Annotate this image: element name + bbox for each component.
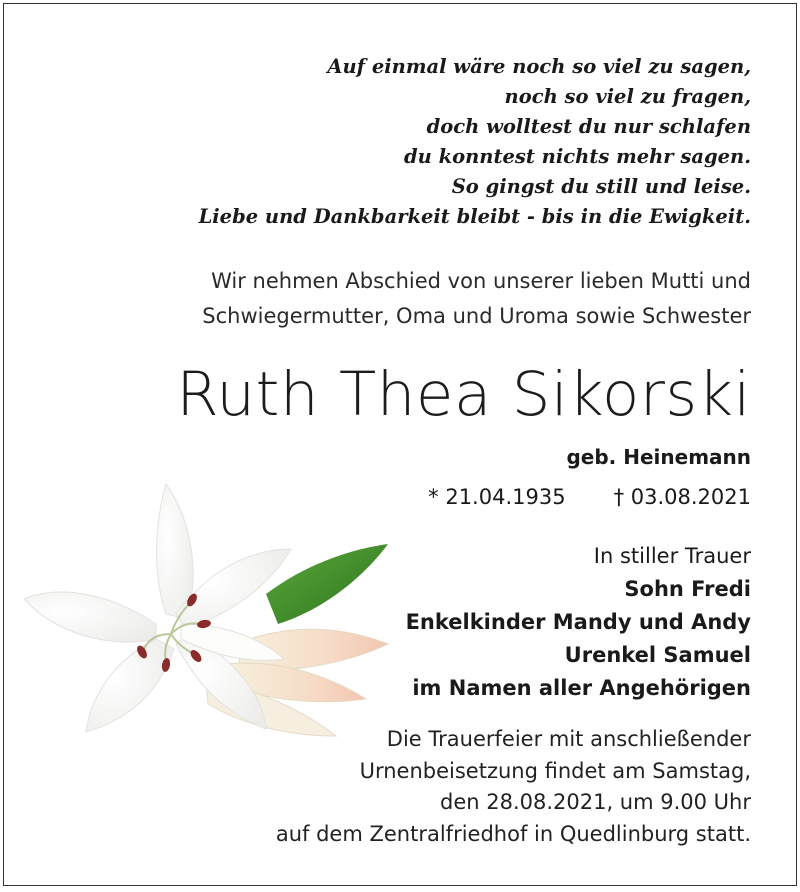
funeral-line: Die Trauerfeier mit anschließender <box>386 727 751 751</box>
poem-line: Auf einmal wäre noch so viel zu sagen, <box>327 55 751 78</box>
mourner-line: Enkelkinder Mandy und Andy <box>405 610 751 634</box>
obituary-notice <box>3 3 797 886</box>
funeral-line: auf dem Zentralfriedhof in Quedlinburg statt. <box>275 821 751 846</box>
poem-line: noch so viel zu fragen, <box>504 85 751 108</box>
birth-date: * 21.04.1935 <box>428 485 566 509</box>
funeral-details <box>276 724 751 850</box>
maiden-name: geb. Heinemann <box>566 445 751 469</box>
mourner-line: Urenkel Samuel <box>564 643 751 667</box>
intro-line: Wir nehmen Abschied von unserer lieben Mutti und <box>211 269 751 293</box>
mourners-block <box>406 540 751 705</box>
life-dates <box>428 485 751 509</box>
poem-line: doch wolltest du nur schlafen <box>426 115 751 138</box>
death-date: † 03.08.2021 <box>613 485 751 509</box>
mourner-line: Sohn Fredi <box>624 577 751 601</box>
poem-line: So gingst du still und leise. <box>451 175 751 198</box>
deceased-name: Ruth Thea Sikorski <box>176 359 751 430</box>
memorial-poem <box>199 52 751 232</box>
funeral-line: Urnenbeisetzung findet am Samstag, <box>359 758 751 783</box>
intro-line: Schwiegermutter, Oma und Uroma sowie Schwester <box>202 304 751 328</box>
poem-line: du konntest nichts mehr sagen. <box>404 145 751 168</box>
mourner-line: im Namen aller Angehörigen <box>412 676 751 700</box>
white-lily-flower-image <box>16 474 396 744</box>
farewell-intro <box>202 264 751 334</box>
funeral-line: den 28.08.2021, um 9.00 Uhr <box>439 790 751 814</box>
mourning-intro: In stiller Trauer <box>593 544 751 568</box>
poem-line: Liebe und Dankbarkeit bleibt - bis in die Ewigkeit. <box>198 205 751 228</box>
